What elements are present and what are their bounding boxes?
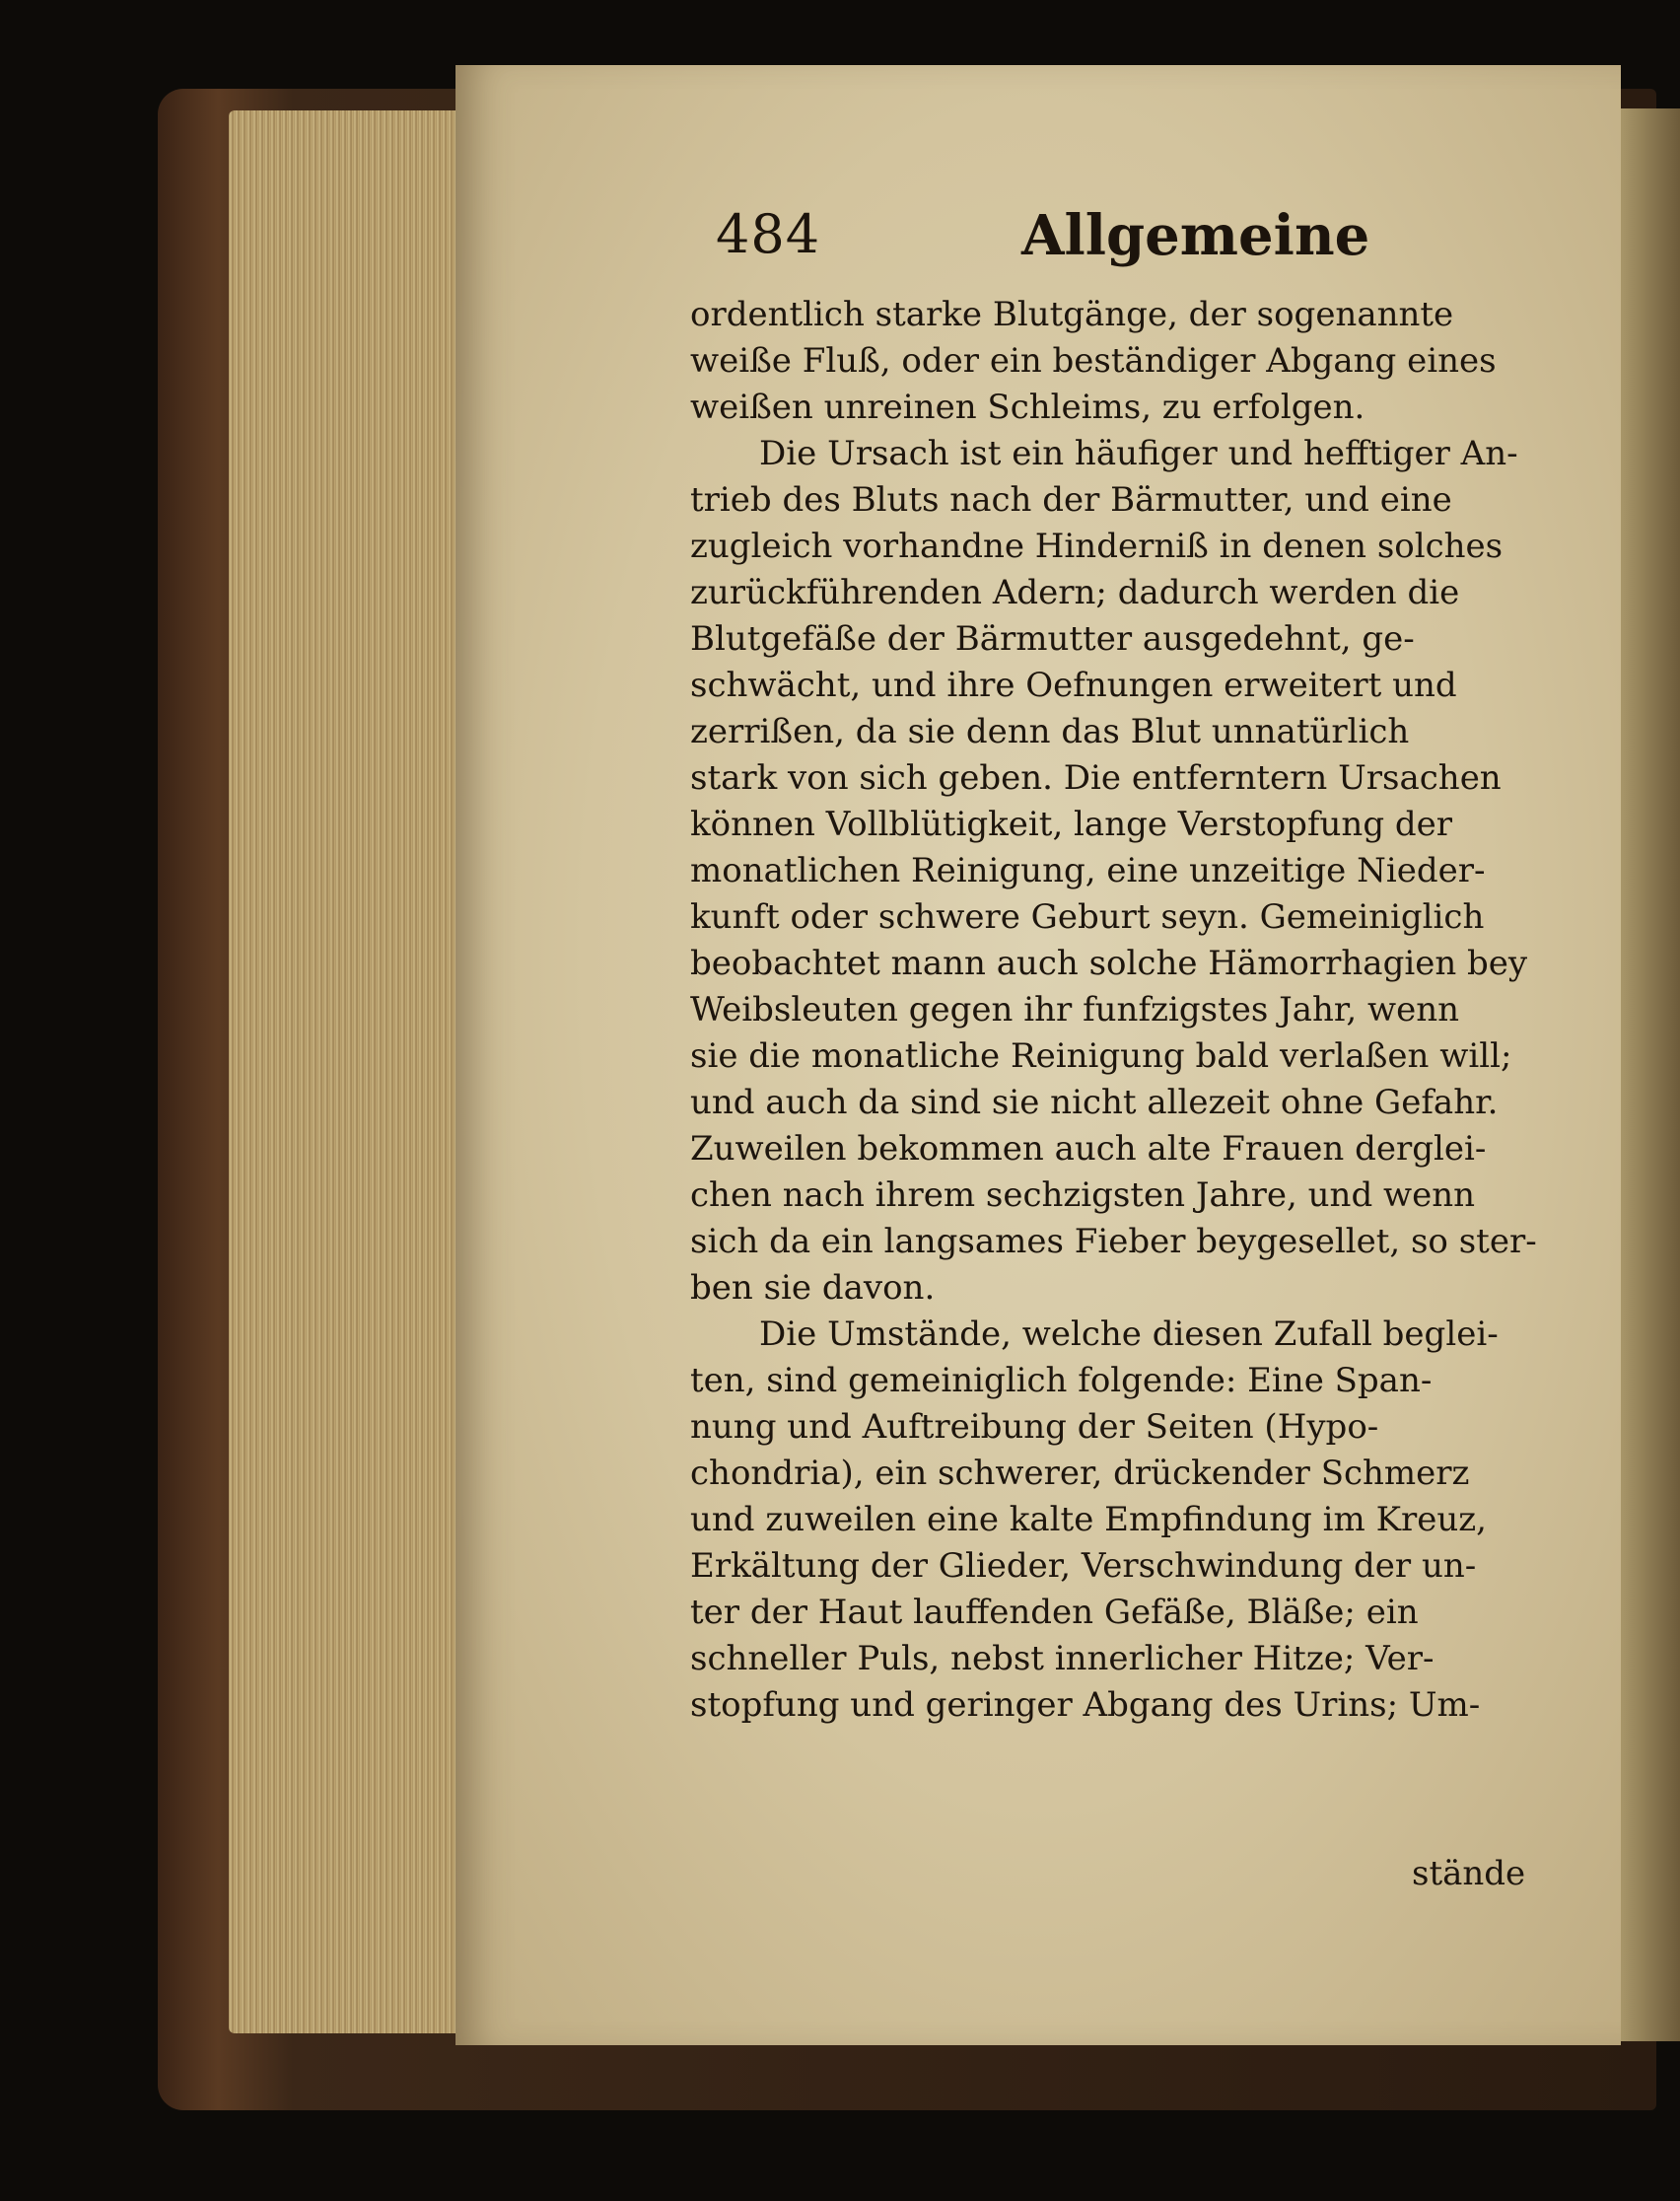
text-line: kunft oder schwere Geburt seyn. Gemeiniglich <box>690 897 1485 937</box>
text-line: zugleich vorhandne Hinderniß in denen solches <box>690 527 1504 566</box>
text-line: beobachtet mann auch solche Hämorrhagien bey <box>690 944 1528 983</box>
text-line: stark von sich geben. Die entferntern Ursachen <box>690 758 1502 798</box>
page-number: 484 <box>716 203 821 265</box>
text-line: ordentlich starke Blutgänge, der sogenannte <box>690 295 1454 334</box>
text-line: Weibsleuten gegen ihr funfzigstes Jahr, wenn <box>690 990 1460 1030</box>
text-line: und zuweilen eine kalte Empfindung im Kreuz, <box>690 1500 1487 1539</box>
text-line: trieb des Bluts nach der Bärmutter, und eine <box>690 480 1452 520</box>
facing-page-edge <box>1621 108 1680 2041</box>
text-line: chondria), ein schwerer, drückender Schmerz <box>690 1454 1470 1493</box>
running-head: Allgemeine <box>1021 203 1370 268</box>
text-line: Erkältung der Glieder, Verschwindung der un- <box>690 1546 1477 1586</box>
text-line: sie die monatliche Reinigung bald verlaßen will; <box>690 1036 1512 1076</box>
text-line: weißen unreinen Schleims, zu erfolgen. <box>690 388 1365 427</box>
text-line: schwächt, und ihre Oefnungen erweitert und <box>690 666 1457 705</box>
text-line: monatlichen Reinigung, eine unzeitige Nieder- <box>690 851 1486 890</box>
page-edges <box>229 110 461 2033</box>
text-line: Zuweilen bekommen auch alte Frauen derglei- <box>690 1129 1487 1169</box>
text-line: chen nach ihrem sechzigsten Jahre, und wenn <box>690 1175 1476 1215</box>
text-line: nung und Auftreibung der Seiten (Hypo- <box>690 1407 1379 1447</box>
catchword: stände <box>1412 1854 1526 1893</box>
text-line: stopfung und geringer Abgang des Urins; Um- <box>690 1685 1481 1725</box>
page-header <box>716 203 1554 266</box>
text-line: weiße Fluß, oder ein beständiger Abgang eines <box>690 341 1497 381</box>
text-line: können Vollblütigkeit, lange Verstopfung der <box>690 805 1453 844</box>
text-line: Die Ursach ist ein häufiger und hefftiger An- <box>759 434 1518 473</box>
body-text <box>690 292 1538 1729</box>
text-line: und auch da sind sie nicht allezeit ohne Gefahr. <box>690 1083 1499 1122</box>
text-line: ben sie davon. <box>690 1268 936 1308</box>
text-line: schneller Puls, nebst innerlicher Hitze; Ver- <box>690 1639 1435 1678</box>
text-line: zurückführenden Adern; dadurch werden die <box>690 573 1460 612</box>
text-line: ter der Haut lauffenden Gefäße, Bläße; ein <box>690 1593 1419 1632</box>
text-line: zerrißen, da sie denn das Blut unnatürlich <box>690 712 1410 751</box>
text-line: sich da ein langsames Fieber beygesellet, so ster- <box>690 1222 1537 1261</box>
text-line: Die Umstände, welche diesen Zufall beglei- <box>759 1314 1499 1354</box>
text-line: ten, sind gemeiniglich folgende: Eine Span- <box>690 1361 1433 1400</box>
text-line: Blutgefäße der Bärmutter ausgedehnt, ge- <box>690 619 1415 659</box>
